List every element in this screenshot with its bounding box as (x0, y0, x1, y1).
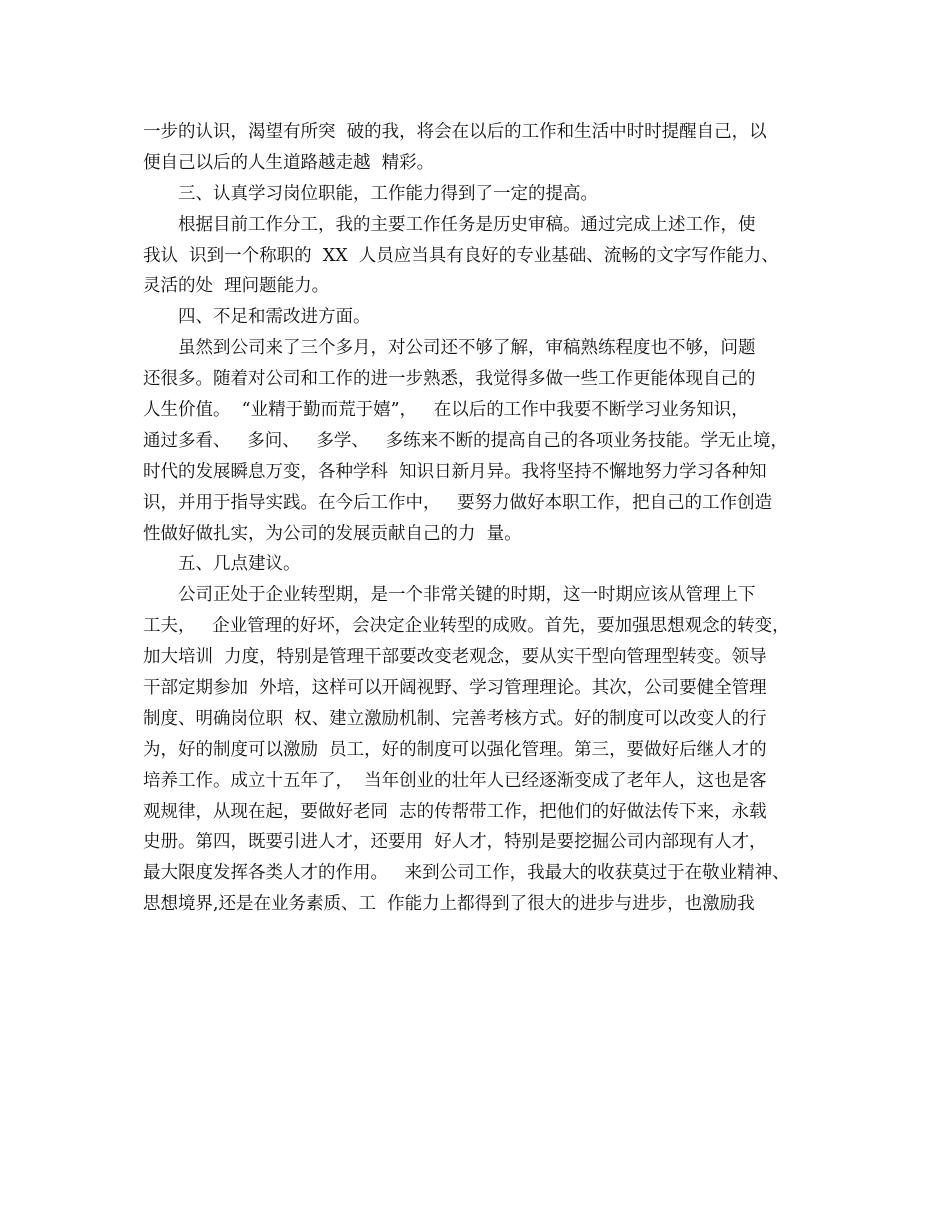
text-line: 培养工作。成立十五年了， 当年创业的壮年人已经逐渐变成了老年人，这也是客 (143, 770, 767, 791)
text-line: 观规律，从现在起，要做好老同 志的传帮带工作，把他们的好做法传下来，永载 (143, 801, 767, 822)
section-heading: 五、几点建议。 (178, 554, 301, 575)
text-line: 思想境界,还是在业务素质、工 作能力上都得到了很大的进步与进步，也激励我 (143, 894, 755, 915)
text-line: 时代的发展瞬息万变，各种学科 知识日新月异。我将坚持不懈地努力学习各种知 (143, 461, 767, 482)
text-line: 工夫， 企业管理的好坏，会决定企业转型的成败。首先，要加强思想观念的转变， (143, 616, 790, 637)
section-heading: 三、认真学习岗位职能，工作能力得到了一定的提高。 (178, 183, 598, 204)
text-line: 我认 识到一个称职的 XX 人员应当具有良好的专业基础、流畅的文字写作能力、 (143, 245, 779, 266)
text-line: 根据目前工作分工，我的主要工作任务是历史审稿。通过完成上述工作，使 (178, 214, 756, 235)
text-line: 还很多。随着对公司和工作的进一步熟悉，我觉得多做一些工作更能体现自己的 (143, 369, 756, 390)
document-body (143, 117, 815, 920)
text-line: 为，好的制度可以激励 员工，好的制度可以强化管理。第三，要做好后继人才的 (143, 739, 767, 760)
text-line: 加大培训 力度，特别是管理干部要改变老观念，要从实干型向管理型转变。领导 (143, 647, 767, 668)
text-line: 性做好做扎实，为公司的发展贡献自己的力 量。 (143, 523, 522, 544)
text-line: 干部定期参加 外培，这样可以开阔视野、学习管理理论。其次，公司要健全管理 (143, 678, 767, 699)
text-line: 虽然到公司来了三个多月，对公司还不够了解，审稿熟练程度也不够，问题 (178, 338, 756, 359)
text-line: 史册。第四，既要引进人才，还要用 好人才，特别是要挖掘公司内部现有人才， (143, 832, 767, 853)
section-heading: 四、不足和需改进方面。 (178, 307, 371, 328)
text-line: 公司正处于企业转型期，是一个非常关键的时期，这一时期应该从管理上下 (178, 585, 756, 606)
text-line: 通过多看、 多问、 多学、 多练来不断的提高自己的各项业务技能。学无止境， (143, 430, 789, 451)
text-line: 一步的认识，渴望有所突 破的我，将会在以后的工作和生活中时时提醒自己，以 (143, 122, 767, 142)
text-line: 便自己以后的人生道路越走越 精彩。 (143, 152, 435, 173)
text-line: 灵活的处 理问题能力。 (143, 276, 330, 297)
text-line: 人生价值。 “业精于勤而荒于嬉”， 在以后的工作中我要不断学习业务知识， (143, 400, 749, 421)
text-line: 制度、明确岗位职 权、建立激励机制、完善考核方式。好的制度可以改变人的行 (143, 708, 767, 729)
text-line: 识，并用于指导实践。在今后工作中， 要努力做好本职工作，把自己的工作创造 (143, 492, 773, 513)
text-line: 最大限度发挥各类人才的作用。 来到公司工作，我最大的收获莫过于在敬业精神、 (143, 863, 790, 884)
